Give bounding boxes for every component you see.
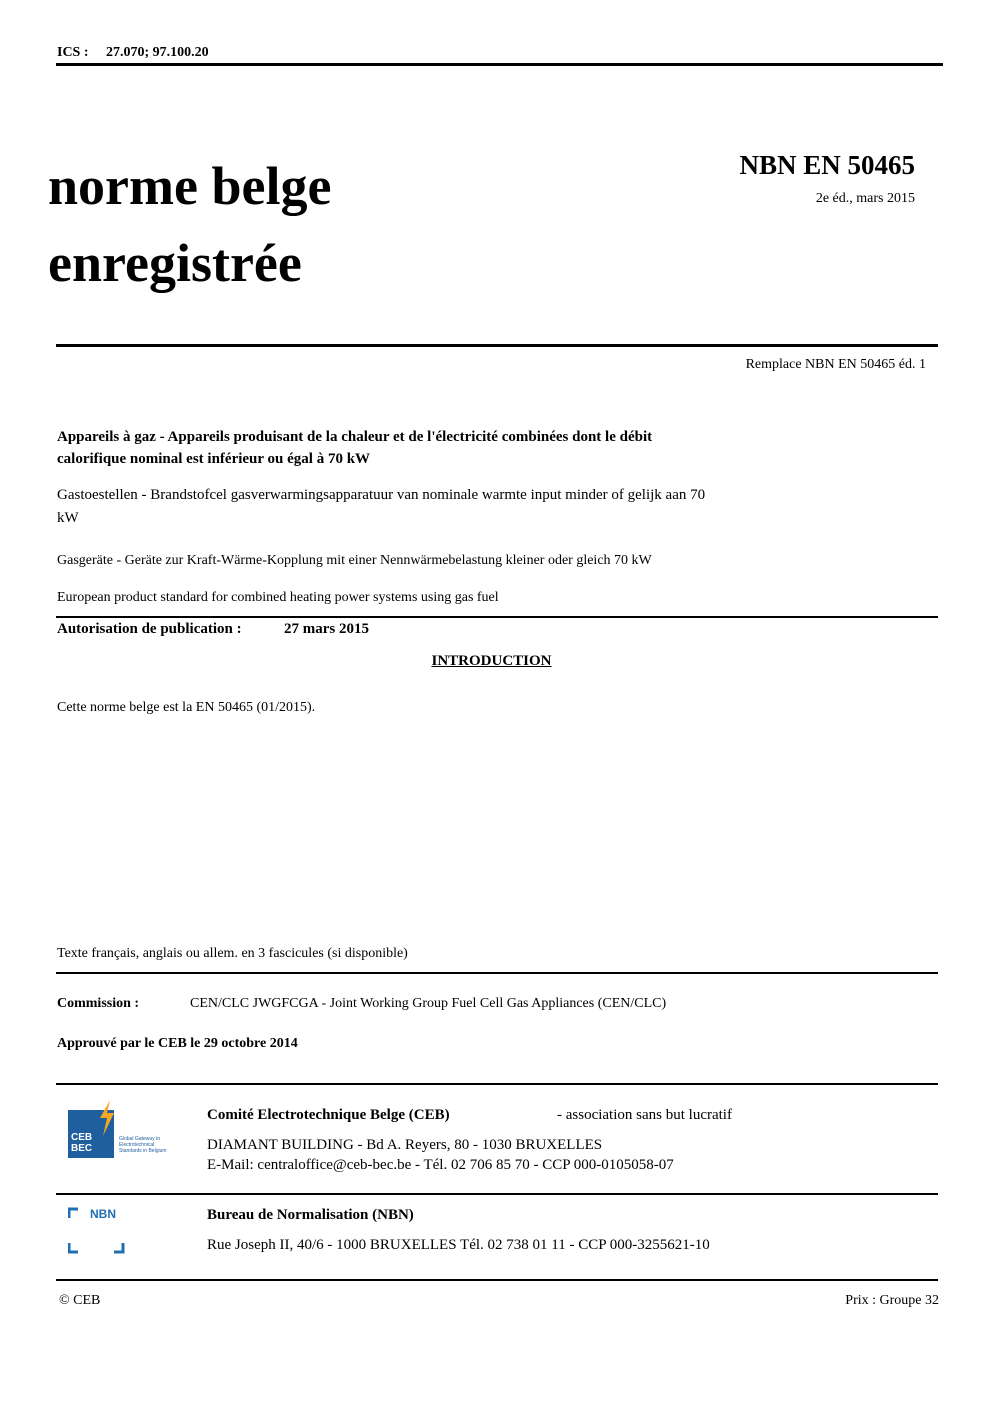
ceb-type: - association sans but lucratif [557, 1107, 732, 1123]
nbn-logo [68, 1207, 128, 1255]
title-fr-line1: Appareils à gaz - Appareils produisant de la chaleur et de l'électricité combinées dont le débit [57, 429, 653, 445]
header-rule [56, 63, 943, 66]
ceb-tagline-3: Standards in Belgium [119, 1148, 167, 1154]
publication-date: 27 mars 2015 [284, 621, 369, 637]
edition: 2e éd., mars 2015 [815, 191, 915, 206]
ics-label: ICS : [57, 45, 89, 60]
lightning-bolt-icon [98, 1100, 116, 1136]
ceb-logo [68, 1100, 188, 1160]
title-line1: norme belge [48, 156, 332, 216]
text-languages: Texte français, anglais ou allem. en 3 fascicules (si disponible) [57, 946, 408, 961]
ceb-name: Comité Electrotechnique Belge (CEB) [207, 1107, 450, 1123]
copyright: © CEB [59, 1293, 101, 1308]
commission-label: Commission : [57, 996, 140, 1011]
nbn-logo-text: NBN [90, 1207, 116, 1221]
nbn-name: Bureau de Normalisation (NBN) [207, 1207, 414, 1223]
titles-rule [56, 616, 938, 618]
introduction-body: Cette norme belge est la EN 50465 (01/2015). [57, 700, 316, 715]
ceb-address: DIAMANT BUILDING - Bd A. Reyers, 80 - 1030 BRUXELLES [207, 1137, 603, 1153]
nbn-rule [56, 1279, 938, 1281]
price-group: Prix : Groupe 32 [845, 1293, 939, 1308]
title-nl-line1: Gastoestellen - Brandstofcel gasverwarmingsapparatuur van nominale warmte input minder of gelijk aan 70 [57, 487, 706, 503]
ceb-rule [56, 1193, 938, 1195]
standard-number: NBN EN 50465 [739, 150, 915, 180]
publication-label: Autorisation de publication : [57, 621, 242, 637]
replaces: Remplace NBN EN 50465 éd. 1 [745, 357, 926, 372]
title-rule [56, 344, 938, 347]
ceb-tagline-1: Global Gateway to [119, 1136, 161, 1142]
commission-value: CEN/CLC JWGFCGA - Joint Working Group Fuel Cell Gas Appliances (CEN/CLC) [190, 996, 667, 1011]
title-en: European product standard for combined heating power systems using gas fuel [57, 590, 499, 605]
ics-codes: 27.070; 97.100.20 [106, 45, 209, 60]
bec-logo-text: BEC [71, 1143, 93, 1154]
title-nl-line2: kW [57, 510, 79, 526]
ceb-contact: E-Mail: centraloffice@ceb-bec.be - Tél. 02 706 85 70 - CCP 000-0105058-07 [207, 1157, 674, 1173]
approved-rule [56, 1083, 938, 1085]
introduction-heading: INTRODUCTION [431, 653, 552, 669]
title-fr-line2: calorifique nominal est inférieur ou égal à 70 kW [57, 451, 371, 467]
ceb-logo-text: CEB [71, 1132, 93, 1143]
nbn-address: Rue Joseph II, 40/6 - 1000 BRUXELLES Tél. 02 738 01 11 - CCP 000-3255621-10 [207, 1237, 710, 1253]
title-de: Gasgeräte - Geräte zur Kraft-Wärme-Kopplung mit einer Nennwärmebelastung kleiner oder gleich 70 kW [57, 553, 652, 568]
ceb-tagline-2: Electrotechnical [119, 1142, 155, 1148]
languages-rule [56, 972, 938, 974]
approved: Approuvé par le CEB le 29 octobre 2014 [57, 1036, 298, 1051]
title-line2: enregistrée [48, 233, 302, 293]
